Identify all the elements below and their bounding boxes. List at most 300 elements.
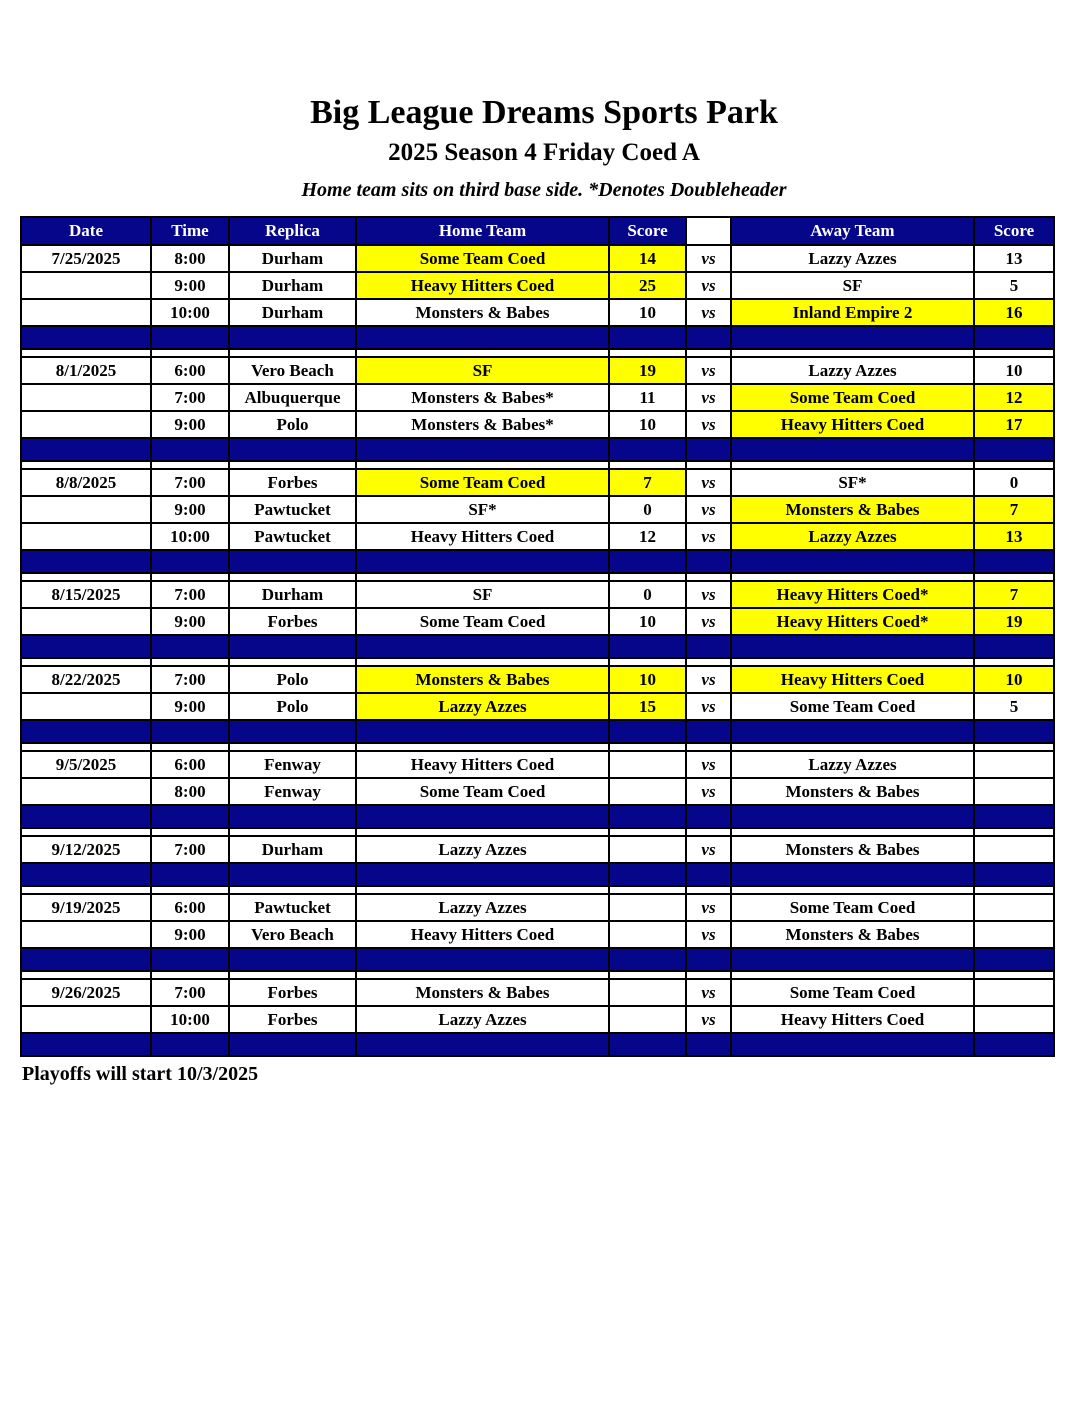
away-team-cell: Heavy Hitters Coed bbox=[731, 1006, 974, 1033]
home-team-cell: Monsters & Babes* bbox=[356, 411, 609, 438]
home-score-cell: 14 bbox=[609, 245, 686, 272]
away-score-cell: 13 bbox=[974, 523, 1054, 550]
gap-cell bbox=[229, 743, 356, 751]
separator-cell bbox=[609, 635, 686, 658]
separator-cell bbox=[356, 550, 609, 573]
gap-cell bbox=[21, 828, 151, 836]
gap-cell bbox=[686, 886, 731, 894]
game-row bbox=[21, 411, 1054, 438]
column-header-away-team: Away Team bbox=[731, 217, 974, 245]
away-score-cell: 5 bbox=[974, 272, 1054, 299]
gap-cell bbox=[686, 461, 731, 469]
gap-cell bbox=[151, 461, 229, 469]
gap-cell bbox=[356, 886, 609, 894]
replica-cell: Fenway bbox=[229, 778, 356, 805]
separator-cell bbox=[609, 948, 686, 971]
vs-cell: vs bbox=[686, 666, 731, 693]
separator-cell bbox=[609, 863, 686, 886]
gap-cell bbox=[356, 573, 609, 581]
separator-cell bbox=[686, 550, 731, 573]
game-row bbox=[21, 693, 1054, 720]
gap-cell bbox=[731, 461, 974, 469]
gap-cell bbox=[609, 743, 686, 751]
separator-cell bbox=[151, 438, 229, 461]
vs-cell: vs bbox=[686, 751, 731, 778]
separator-cell bbox=[356, 635, 609, 658]
game-row bbox=[21, 836, 1054, 863]
section-gap-row bbox=[21, 461, 1054, 469]
replica-cell: Durham bbox=[229, 581, 356, 608]
home-score-cell: 0 bbox=[609, 581, 686, 608]
time-cell: 6:00 bbox=[151, 894, 229, 921]
date-cell: 8/15/2025 bbox=[21, 581, 151, 608]
gap-cell bbox=[21, 461, 151, 469]
away-score-cell bbox=[974, 921, 1054, 948]
home-team-cell: Lazzy Azzes bbox=[356, 1006, 609, 1033]
away-team-cell: Inland Empire 2 bbox=[731, 299, 974, 326]
separator-cell bbox=[974, 948, 1054, 971]
season-subtitle: 2025 Season 4 Friday Coed A bbox=[388, 139, 700, 167]
replica-cell: Vero Beach bbox=[229, 921, 356, 948]
gap-cell bbox=[609, 658, 686, 666]
separator-cell bbox=[21, 948, 151, 971]
separator-cell bbox=[686, 863, 731, 886]
separator-cell bbox=[609, 1033, 686, 1056]
separator-cell bbox=[686, 326, 731, 349]
home-score-cell: 10 bbox=[609, 411, 686, 438]
separator-cell bbox=[609, 326, 686, 349]
separator-cell bbox=[731, 863, 974, 886]
away-team-cell: Lazzy Azzes bbox=[731, 245, 974, 272]
gap-cell bbox=[974, 743, 1054, 751]
home-team-cell: Some Team Coed bbox=[356, 608, 609, 635]
game-row bbox=[21, 581, 1054, 608]
home-team-note: Home team sits on third base side. *Denotes Doubleheader bbox=[301, 179, 787, 202]
date-cell bbox=[21, 523, 151, 550]
gap-cell bbox=[974, 971, 1054, 979]
gap-cell bbox=[21, 886, 151, 894]
gap-cell bbox=[151, 658, 229, 666]
gap-cell bbox=[974, 461, 1054, 469]
vs-cell: vs bbox=[686, 523, 731, 550]
home-team-cell: Lazzy Azzes bbox=[356, 894, 609, 921]
home-score-cell: 10 bbox=[609, 666, 686, 693]
gap-cell bbox=[356, 658, 609, 666]
page-headings bbox=[0, 0, 1088, 202]
schedule-body bbox=[21, 245, 1054, 1056]
away-team-cell: Heavy Hitters Coed bbox=[731, 411, 974, 438]
home-team-cell: Lazzy Azzes bbox=[356, 693, 609, 720]
gap-cell bbox=[21, 658, 151, 666]
home-score-cell bbox=[609, 1006, 686, 1033]
away-team-cell: Lazzy Azzes bbox=[731, 523, 974, 550]
gap-cell bbox=[151, 349, 229, 357]
game-row bbox=[21, 666, 1054, 693]
away-team-cell: Lazzy Azzes bbox=[731, 751, 974, 778]
gap-cell bbox=[21, 743, 151, 751]
date-cell bbox=[21, 608, 151, 635]
gap-cell bbox=[229, 971, 356, 979]
column-header-score: Score bbox=[974, 217, 1054, 245]
separator-cell bbox=[731, 635, 974, 658]
separator-cell bbox=[229, 438, 356, 461]
gap-cell bbox=[356, 461, 609, 469]
section-gap-row bbox=[21, 743, 1054, 751]
column-header-replica: Replica bbox=[229, 217, 356, 245]
separator-cell bbox=[229, 948, 356, 971]
column-header-date: Date bbox=[21, 217, 151, 245]
separator-cell bbox=[229, 863, 356, 886]
time-cell: 8:00 bbox=[151, 245, 229, 272]
time-cell: 9:00 bbox=[151, 608, 229, 635]
section-gap-row bbox=[21, 971, 1054, 979]
gap-cell bbox=[686, 971, 731, 979]
separator-cell bbox=[686, 948, 731, 971]
separator-cell bbox=[151, 720, 229, 743]
section-separator-row bbox=[21, 720, 1054, 743]
game-row bbox=[21, 751, 1054, 778]
date-cell: 8/8/2025 bbox=[21, 469, 151, 496]
gap-cell bbox=[731, 743, 974, 751]
separator-cell bbox=[974, 720, 1054, 743]
time-cell: 10:00 bbox=[151, 523, 229, 550]
replica-cell: Durham bbox=[229, 836, 356, 863]
separator-cell bbox=[151, 948, 229, 971]
game-row bbox=[21, 778, 1054, 805]
section-gap-row bbox=[21, 573, 1054, 581]
separator-cell bbox=[229, 635, 356, 658]
separator-cell bbox=[731, 550, 974, 573]
vs-cell: vs bbox=[686, 979, 731, 1006]
time-cell: 7:00 bbox=[151, 666, 229, 693]
section-separator-row bbox=[21, 805, 1054, 828]
game-row bbox=[21, 979, 1054, 1006]
gap-cell bbox=[974, 349, 1054, 357]
time-cell: 7:00 bbox=[151, 836, 229, 863]
vs-cell: vs bbox=[686, 411, 731, 438]
home-team-cell: Monsters & Babes bbox=[356, 299, 609, 326]
vs-cell: vs bbox=[686, 1006, 731, 1033]
away-team-cell: Some Team Coed bbox=[731, 979, 974, 1006]
away-score-cell bbox=[974, 894, 1054, 921]
gap-cell bbox=[151, 828, 229, 836]
away-score-cell: 5 bbox=[974, 693, 1054, 720]
away-score-cell bbox=[974, 751, 1054, 778]
time-cell: 7:00 bbox=[151, 581, 229, 608]
gap-cell bbox=[609, 573, 686, 581]
vs-cell: vs bbox=[686, 384, 731, 411]
gap-cell bbox=[151, 573, 229, 581]
separator-cell bbox=[731, 326, 974, 349]
game-row bbox=[21, 299, 1054, 326]
separator-cell bbox=[151, 1033, 229, 1056]
gap-cell bbox=[686, 743, 731, 751]
home-team-cell: Some Team Coed bbox=[356, 778, 609, 805]
replica-cell: Forbes bbox=[229, 1006, 356, 1033]
away-score-cell bbox=[974, 836, 1054, 863]
gap-cell bbox=[356, 971, 609, 979]
gap-cell bbox=[609, 461, 686, 469]
home-team-cell: Some Team Coed bbox=[356, 469, 609, 496]
away-score-cell: 17 bbox=[974, 411, 1054, 438]
replica-cell: Vero Beach bbox=[229, 357, 356, 384]
section-separator-row bbox=[21, 438, 1054, 461]
vs-cell: vs bbox=[686, 299, 731, 326]
away-score-cell bbox=[974, 778, 1054, 805]
date-cell: 8/22/2025 bbox=[21, 666, 151, 693]
date-cell bbox=[21, 384, 151, 411]
separator-cell bbox=[974, 805, 1054, 828]
separator-cell bbox=[21, 326, 151, 349]
replica-cell: Forbes bbox=[229, 469, 356, 496]
gap-cell bbox=[21, 349, 151, 357]
home-score-cell: 7 bbox=[609, 469, 686, 496]
gap-cell bbox=[151, 743, 229, 751]
vs-cell: vs bbox=[686, 836, 731, 863]
gap-cell bbox=[686, 349, 731, 357]
separator-cell bbox=[229, 326, 356, 349]
time-cell: 9:00 bbox=[151, 272, 229, 299]
gap-cell bbox=[609, 886, 686, 894]
gap-cell bbox=[974, 658, 1054, 666]
game-row bbox=[21, 245, 1054, 272]
away-score-cell: 10 bbox=[974, 357, 1054, 384]
separator-cell bbox=[151, 805, 229, 828]
vs-cell: vs bbox=[686, 693, 731, 720]
schedule-table bbox=[20, 216, 1055, 1057]
vs-cell: vs bbox=[686, 581, 731, 608]
away-team-cell: Some Team Coed bbox=[731, 894, 974, 921]
vs-cell: vs bbox=[686, 778, 731, 805]
away-score-cell bbox=[974, 979, 1054, 1006]
away-team-cell: Some Team Coed bbox=[731, 384, 974, 411]
gap-cell bbox=[731, 349, 974, 357]
replica-cell: Durham bbox=[229, 299, 356, 326]
away-team-cell: Heavy Hitters Coed bbox=[731, 666, 974, 693]
vs-cell: vs bbox=[686, 496, 731, 523]
away-team-cell: Monsters & Babes bbox=[731, 921, 974, 948]
date-cell: 7/25/2025 bbox=[21, 245, 151, 272]
separator-cell bbox=[229, 805, 356, 828]
gap-cell bbox=[356, 743, 609, 751]
game-row bbox=[21, 384, 1054, 411]
time-cell: 9:00 bbox=[151, 921, 229, 948]
separator-cell bbox=[731, 948, 974, 971]
away-team-cell: SF* bbox=[731, 469, 974, 496]
date-cell bbox=[21, 272, 151, 299]
playoffs-note: Playoffs will start 10/3/2025 bbox=[22, 1063, 259, 1086]
time-cell: 7:00 bbox=[151, 469, 229, 496]
home-team-cell: Monsters & Babes bbox=[356, 666, 609, 693]
away-score-cell: 10 bbox=[974, 666, 1054, 693]
home-score-cell: 15 bbox=[609, 693, 686, 720]
time-cell: 9:00 bbox=[151, 693, 229, 720]
gap-cell bbox=[229, 461, 356, 469]
date-cell: 8/1/2025 bbox=[21, 357, 151, 384]
replica-cell: Pawtucket bbox=[229, 523, 356, 550]
home-team-cell: Heavy Hitters Coed bbox=[356, 523, 609, 550]
vs-cell: vs bbox=[686, 272, 731, 299]
home-team-cell: Monsters & Babes* bbox=[356, 384, 609, 411]
game-row bbox=[21, 921, 1054, 948]
gap-cell bbox=[731, 573, 974, 581]
separator-cell bbox=[686, 438, 731, 461]
separator-cell bbox=[609, 720, 686, 743]
separator-cell bbox=[686, 635, 731, 658]
vs-cell: vs bbox=[686, 921, 731, 948]
date-cell bbox=[21, 411, 151, 438]
time-cell: 9:00 bbox=[151, 411, 229, 438]
section-separator-row bbox=[21, 550, 1054, 573]
away-score-cell: 7 bbox=[974, 496, 1054, 523]
away-team-cell: Heavy Hitters Coed* bbox=[731, 581, 974, 608]
column-header-time: Time bbox=[151, 217, 229, 245]
gap-cell bbox=[356, 349, 609, 357]
separator-cell bbox=[609, 438, 686, 461]
game-row bbox=[21, 894, 1054, 921]
time-cell: 9:00 bbox=[151, 496, 229, 523]
away-score-cell: 16 bbox=[974, 299, 1054, 326]
gap-cell bbox=[731, 828, 974, 836]
gap-cell bbox=[731, 886, 974, 894]
away-score-cell bbox=[974, 1006, 1054, 1033]
gap-cell bbox=[229, 573, 356, 581]
separator-cell bbox=[731, 1033, 974, 1056]
gap-cell bbox=[731, 971, 974, 979]
home-score-cell: 12 bbox=[609, 523, 686, 550]
separator-cell bbox=[974, 550, 1054, 573]
time-cell: 7:00 bbox=[151, 384, 229, 411]
date-cell bbox=[21, 299, 151, 326]
date-cell bbox=[21, 1006, 151, 1033]
vs-cell: vs bbox=[686, 245, 731, 272]
separator-cell bbox=[151, 550, 229, 573]
time-cell: 8:00 bbox=[151, 778, 229, 805]
separator-cell bbox=[356, 1033, 609, 1056]
section-separator-row bbox=[21, 1033, 1054, 1056]
separator-cell bbox=[731, 805, 974, 828]
home-score-cell bbox=[609, 778, 686, 805]
separator-cell bbox=[21, 550, 151, 573]
gap-cell bbox=[609, 971, 686, 979]
column-header-vs bbox=[686, 217, 731, 245]
away-team-cell: Heavy Hitters Coed* bbox=[731, 608, 974, 635]
away-team-cell: Lazzy Azzes bbox=[731, 357, 974, 384]
replica-cell: Fenway bbox=[229, 751, 356, 778]
date-cell bbox=[21, 778, 151, 805]
vs-cell: vs bbox=[686, 608, 731, 635]
home-score-cell: 11 bbox=[609, 384, 686, 411]
gap-cell bbox=[229, 886, 356, 894]
time-cell: 10:00 bbox=[151, 1006, 229, 1033]
game-row bbox=[21, 469, 1054, 496]
home-score-cell: 19 bbox=[609, 357, 686, 384]
page-title: Big League Dreams Sports Park bbox=[310, 94, 778, 131]
game-row bbox=[21, 523, 1054, 550]
separator-cell bbox=[356, 948, 609, 971]
game-row bbox=[21, 608, 1054, 635]
gap-cell bbox=[21, 573, 151, 581]
gap-cell bbox=[974, 828, 1054, 836]
game-row bbox=[21, 496, 1054, 523]
gap-cell bbox=[974, 573, 1054, 581]
separator-cell bbox=[356, 438, 609, 461]
home-score-cell bbox=[609, 894, 686, 921]
away-team-cell: Monsters & Babes bbox=[731, 778, 974, 805]
section-gap-row bbox=[21, 658, 1054, 666]
home-team-cell: Monsters & Babes bbox=[356, 979, 609, 1006]
away-score-cell: 12 bbox=[974, 384, 1054, 411]
separator-cell bbox=[21, 438, 151, 461]
away-team-cell: SF bbox=[731, 272, 974, 299]
gap-cell bbox=[229, 658, 356, 666]
gap-cell bbox=[21, 971, 151, 979]
separator-cell bbox=[974, 1033, 1054, 1056]
separator-cell bbox=[356, 326, 609, 349]
separator-cell bbox=[974, 635, 1054, 658]
home-team-cell: SF bbox=[356, 581, 609, 608]
date-cell: 9/5/2025 bbox=[21, 751, 151, 778]
gap-cell bbox=[229, 828, 356, 836]
replica-cell: Durham bbox=[229, 272, 356, 299]
separator-cell bbox=[151, 863, 229, 886]
replica-cell: Polo bbox=[229, 666, 356, 693]
replica-cell: Durham bbox=[229, 245, 356, 272]
separator-cell bbox=[21, 805, 151, 828]
separator-cell bbox=[974, 863, 1054, 886]
gap-cell bbox=[151, 886, 229, 894]
home-score-cell bbox=[609, 921, 686, 948]
date-cell bbox=[21, 921, 151, 948]
separator-cell bbox=[686, 805, 731, 828]
separator-cell bbox=[731, 720, 974, 743]
time-cell: 7:00 bbox=[151, 979, 229, 1006]
home-team-cell: SF bbox=[356, 357, 609, 384]
separator-cell bbox=[356, 863, 609, 886]
separator-cell bbox=[731, 438, 974, 461]
separator-cell bbox=[609, 550, 686, 573]
section-separator-row bbox=[21, 948, 1054, 971]
date-cell: 9/19/2025 bbox=[21, 894, 151, 921]
gap-cell bbox=[974, 886, 1054, 894]
section-separator-row bbox=[21, 863, 1054, 886]
separator-cell bbox=[229, 1033, 356, 1056]
separator-cell bbox=[21, 635, 151, 658]
home-score-cell: 25 bbox=[609, 272, 686, 299]
separator-cell bbox=[356, 720, 609, 743]
separator-cell bbox=[151, 326, 229, 349]
home-team-cell: Some Team Coed bbox=[356, 245, 609, 272]
section-separator-row bbox=[21, 635, 1054, 658]
separator-cell bbox=[974, 438, 1054, 461]
away-score-cell: 7 bbox=[974, 581, 1054, 608]
gap-cell bbox=[609, 349, 686, 357]
replica-cell: Forbes bbox=[229, 979, 356, 1006]
home-team-cell: Lazzy Azzes bbox=[356, 836, 609, 863]
gap-cell bbox=[731, 658, 974, 666]
separator-cell bbox=[686, 1033, 731, 1056]
separator-cell bbox=[229, 550, 356, 573]
separator-cell bbox=[356, 805, 609, 828]
separator-cell bbox=[974, 326, 1054, 349]
home-team-cell: Heavy Hitters Coed bbox=[356, 921, 609, 948]
gap-cell bbox=[609, 828, 686, 836]
gap-cell bbox=[151, 971, 229, 979]
date-cell: 9/26/2025 bbox=[21, 979, 151, 1006]
replica-cell: Forbes bbox=[229, 608, 356, 635]
separator-cell bbox=[151, 635, 229, 658]
replica-cell: Albuquerque bbox=[229, 384, 356, 411]
